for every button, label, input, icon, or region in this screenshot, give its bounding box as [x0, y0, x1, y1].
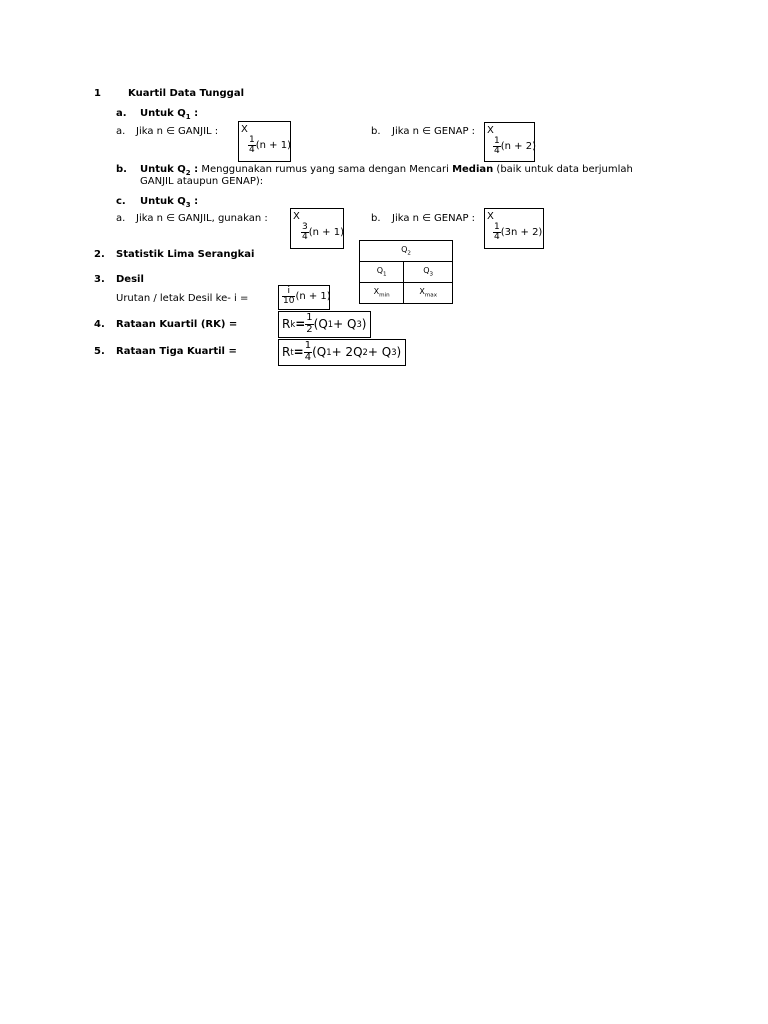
desil-number: 3.: [94, 274, 105, 285]
fraction: $\frac{1}{2}$: [306, 312, 313, 335]
rk-formula: R k = $\frac{1}{2}$ (Q 1 + Q 3 ): [282, 312, 367, 335]
section-number: 1: [94, 88, 101, 99]
q3-marker: c.: [116, 196, 126, 207]
desil-formula: $\frac{i}{10}$ (n + 1): [283, 286, 331, 307]
q3-left-marker: a.: [116, 213, 126, 224]
formula-x: X: [487, 211, 494, 222]
q1-genap-formula: $\frac{1}{4}$ (n + 2): [494, 136, 536, 157]
fraction: $\frac{i}{10}$: [283, 286, 295, 307]
rt-number: 5.: [94, 346, 105, 357]
q1-right-text: Jika n ∈ GENAP :: [392, 126, 476, 137]
rk-title: Rataan Kuartil (RK) =: [116, 319, 238, 330]
fraction: $\frac{1}{4}$: [249, 135, 255, 156]
rk-number: 4.: [94, 319, 105, 330]
formula-x: X: [293, 211, 300, 222]
q2-marker: b.: [116, 164, 127, 175]
cell-q2: $Q_2$: [360, 241, 453, 262]
fraction: $\frac{1}{4}$: [494, 136, 500, 157]
q3-label: Untuk $Q_3$ :: [140, 196, 199, 209]
desil-formula-box: [278, 285, 330, 310]
q1-ganjil-formula-box: [238, 121, 291, 162]
cell-q3: $Q_3$: [404, 262, 453, 283]
q3-right-marker: b.: [371, 213, 381, 224]
desil-title: Desil: [116, 274, 144, 285]
desil-text: Urutan / letak Desil ke- i =: [116, 293, 249, 304]
q3-ganjil-formula: $\frac{3}{4}$ (n + 1): [302, 222, 344, 243]
q1-marker: a.: [116, 108, 127, 119]
q1-genap-formula-box: [484, 122, 535, 162]
rt-formula-box: [278, 339, 406, 366]
q3-ganjil-formula-box: [290, 208, 344, 249]
fraction: $\frac{1}{4}$: [494, 222, 500, 243]
q3-left-text: Jika n ∈ GANJIL, gunakan :: [136, 213, 268, 224]
q1-ganjil-formula: $\frac{1}{4}$ (n + 1): [249, 135, 291, 156]
section-title: Kuartil Data Tunggal: [128, 88, 245, 99]
five-number-summary-table: [359, 240, 453, 304]
q1-left-text: Jika n ∈ GANJIL :: [136, 126, 219, 137]
rk-formula-box: [278, 311, 371, 338]
cell-xmax: $X_{max}$: [404, 283, 453, 304]
fraction: $\frac{1}{4}$: [304, 340, 312, 363]
q3-right-text: Jika n ∈ GENAP :: [392, 213, 476, 224]
statistik-title: Statistik Lima Serangkai: [116, 249, 255, 260]
q1-right-marker: b.: [371, 126, 381, 137]
formula-x: X: [487, 125, 494, 136]
fraction: $\frac{3}{4}$: [302, 222, 308, 243]
q3-genap-formula: $\frac{1}{4}$ (3n + 2): [494, 222, 543, 243]
q3-genap-formula-box: [484, 208, 544, 249]
statistik-number: 2.: [94, 249, 105, 260]
q1-label: Untuk $Q_1$ :: [140, 108, 199, 121]
q2-line1: Untuk $Q_2$ : Menggunakan rumus yang sama dengan Mencari Median (baik untuk data berjumlah: [140, 164, 633, 177]
cell-q1: $Q_1$: [360, 262, 404, 283]
rt-title: Rataan Tiga Kuartil =: [116, 346, 237, 357]
q2-line2: GANJIL ataupun GENAP):: [140, 176, 264, 187]
formula-x: X: [241, 124, 248, 135]
rt-formula: R t = $\frac{1}{4}$ (Q 1 + 2Q 2 + Q 3 ): [282, 340, 402, 363]
q1-left-marker: a.: [116, 126, 126, 137]
cell-xmin: $X_{min}$: [360, 283, 404, 304]
